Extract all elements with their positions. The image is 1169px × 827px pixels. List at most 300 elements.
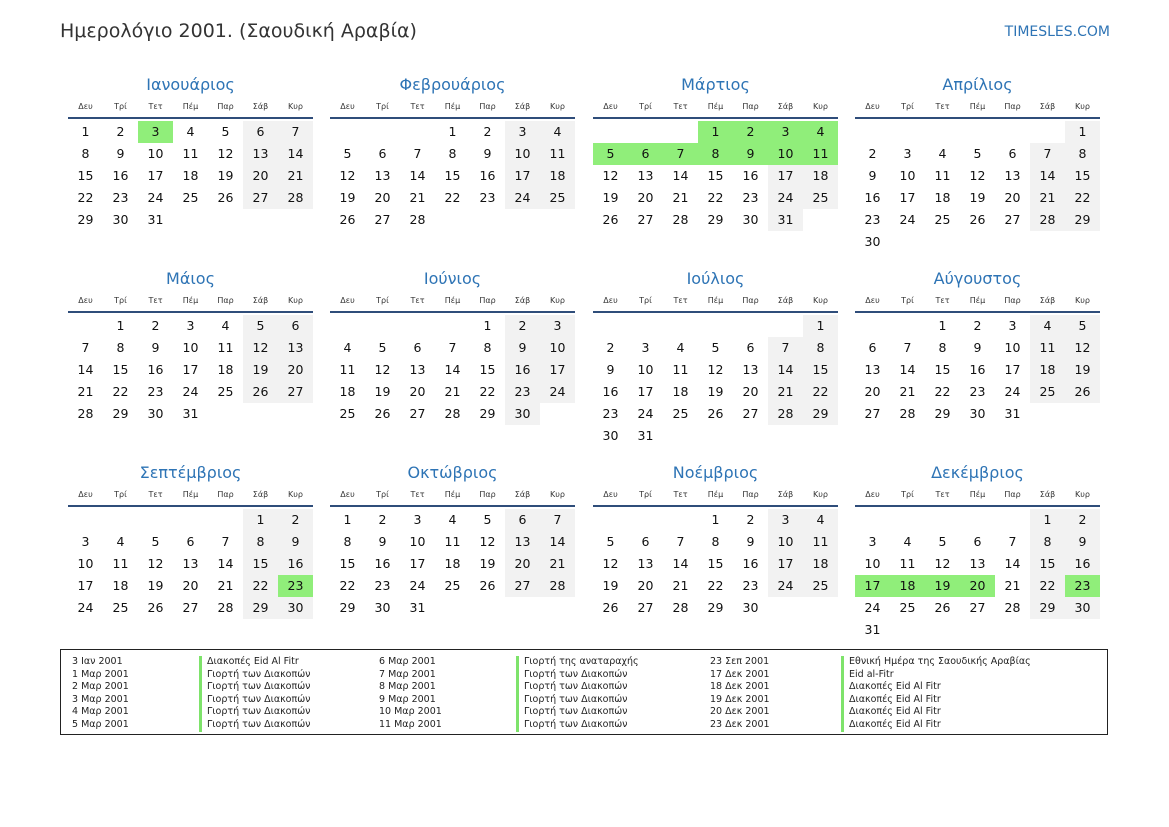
- day-cell[interactable]: 24: [182, 384, 199, 399]
- day-cell[interactable]: 27: [409, 406, 426, 421]
- day-cell[interactable]: 10: [637, 362, 654, 377]
- holiday-day-cell[interactable]: 9: [733, 143, 768, 165]
- day-cell[interactable]: 20: [637, 190, 654, 205]
- holiday-day-cell[interactable]: 18: [890, 575, 925, 597]
- day-cell[interactable]: 25: [899, 600, 916, 615]
- day-cell[interactable]: 2: [1065, 509, 1100, 531]
- holiday-day-cell[interactable]: 4: [803, 121, 838, 143]
- day-cell[interactable]: 22: [707, 190, 724, 205]
- day-cell[interactable]: 9: [278, 531, 313, 553]
- day-cell[interactable]: 28: [672, 212, 689, 227]
- day-cell[interactable]: 22: [444, 190, 461, 205]
- day-cell[interactable]: 13: [409, 362, 426, 377]
- day-cell[interactable]: 27: [505, 575, 540, 597]
- day-cell[interactable]: 9: [151, 340, 160, 355]
- day-cell[interactable]: 8: [1030, 531, 1065, 553]
- day-cell[interactable]: 9: [378, 534, 387, 549]
- day-cell[interactable]: 25: [803, 575, 838, 597]
- day-cell[interactable]: 25: [444, 578, 461, 593]
- day-cell[interactable]: 23: [479, 190, 496, 205]
- day-cell[interactable]: 27: [637, 212, 654, 227]
- day-cell[interactable]: 15: [803, 359, 838, 381]
- day-cell[interactable]: 22: [707, 578, 724, 593]
- day-cell[interactable]: 8: [803, 337, 838, 359]
- day-cell[interactable]: 11: [112, 556, 129, 571]
- day-cell[interactable]: 14: [77, 362, 94, 377]
- day-cell[interactable]: 1: [81, 124, 90, 139]
- day-cell[interactable]: 7: [540, 509, 575, 531]
- day-cell[interactable]: 17: [77, 578, 94, 593]
- day-cell[interactable]: 14: [672, 556, 689, 571]
- day-cell[interactable]: 19: [243, 359, 278, 381]
- day-cell[interactable]: 23: [602, 406, 619, 421]
- day-cell[interactable]: 13: [864, 362, 881, 377]
- day-cell[interactable]: 30: [864, 234, 881, 249]
- day-cell[interactable]: 21: [540, 553, 575, 575]
- day-cell[interactable]: 30: [1065, 597, 1100, 619]
- day-cell[interactable]: 26: [707, 406, 724, 421]
- day-cell[interactable]: 24: [409, 578, 426, 593]
- day-cell[interactable]: 6: [186, 534, 195, 549]
- holiday-day-cell[interactable]: 19: [925, 575, 960, 597]
- day-cell[interactable]: 4: [540, 121, 575, 143]
- day-cell[interactable]: 25: [803, 187, 838, 209]
- day-cell[interactable]: 14: [278, 143, 313, 165]
- day-cell[interactable]: 25: [339, 406, 356, 421]
- day-cell[interactable]: 29: [1030, 597, 1065, 619]
- day-cell[interactable]: 11: [934, 168, 951, 183]
- day-cell[interactable]: 24: [540, 381, 575, 403]
- day-cell[interactable]: 16: [1065, 553, 1100, 575]
- day-cell[interactable]: 20: [409, 384, 426, 399]
- day-cell[interactable]: 29: [479, 406, 496, 421]
- day-cell[interactable]: 26: [602, 600, 619, 615]
- day-cell[interactable]: 19: [147, 578, 164, 593]
- day-cell[interactable]: 19: [1065, 359, 1100, 381]
- holiday-day-cell[interactable]: 20: [960, 575, 995, 597]
- day-cell[interactable]: 31: [147, 212, 164, 227]
- day-cell[interactable]: 17: [899, 190, 916, 205]
- day-cell[interactable]: 12: [1065, 337, 1100, 359]
- day-cell[interactable]: 8: [938, 340, 947, 355]
- day-cell[interactable]: 24: [505, 187, 540, 209]
- day-cell[interactable]: 11: [182, 146, 199, 161]
- day-cell[interactable]: 8: [711, 534, 720, 549]
- day-cell[interactable]: 6: [278, 315, 313, 337]
- day-cell[interactable]: 11: [217, 340, 234, 355]
- day-cell[interactable]: 7: [278, 121, 313, 143]
- day-cell[interactable]: 8: [1065, 143, 1100, 165]
- day-cell[interactable]: 14: [1004, 556, 1021, 571]
- day-cell[interactable]: 28: [540, 575, 575, 597]
- day-cell[interactable]: 23: [864, 212, 881, 227]
- day-cell[interactable]: 29: [934, 406, 951, 421]
- day-cell[interactable]: 10: [540, 337, 575, 359]
- day-cell[interactable]: 5: [378, 340, 387, 355]
- day-cell[interactable]: 5: [938, 534, 947, 549]
- day-cell[interactable]: 28: [444, 406, 461, 421]
- day-cell[interactable]: 22: [479, 384, 496, 399]
- day-cell[interactable]: 8: [343, 534, 352, 549]
- day-cell[interactable]: 17: [637, 384, 654, 399]
- day-cell[interactable]: 30: [742, 212, 759, 227]
- day-cell[interactable]: 14: [768, 359, 803, 381]
- day-cell[interactable]: 30: [742, 600, 759, 615]
- day-cell[interactable]: 20: [637, 578, 654, 593]
- day-cell[interactable]: 25: [672, 406, 689, 421]
- day-cell[interactable]: 5: [151, 534, 160, 549]
- day-cell[interactable]: 11: [339, 362, 356, 377]
- day-cell[interactable]: 23: [147, 384, 164, 399]
- day-cell[interactable]: 26: [479, 578, 496, 593]
- day-cell[interactable]: 3: [1008, 318, 1017, 333]
- day-cell[interactable]: 22: [1065, 187, 1100, 209]
- day-cell[interactable]: 1: [1030, 509, 1065, 531]
- day-cell[interactable]: 1: [343, 512, 352, 527]
- day-cell[interactable]: 2: [116, 124, 125, 139]
- day-cell[interactable]: 3: [413, 512, 422, 527]
- day-cell[interactable]: 26: [602, 212, 619, 227]
- day-cell[interactable]: 1: [938, 318, 947, 333]
- day-cell[interactable]: 22: [339, 578, 356, 593]
- holiday-day-cell[interactable]: 17: [855, 575, 890, 597]
- day-cell[interactable]: 4: [343, 340, 352, 355]
- day-cell[interactable]: 2: [378, 512, 387, 527]
- day-cell[interactable]: 6: [1008, 146, 1017, 161]
- day-cell[interactable]: 29: [707, 212, 724, 227]
- day-cell[interactable]: 11: [540, 143, 575, 165]
- day-cell[interactable]: 14: [672, 168, 689, 183]
- day-cell[interactable]: 9: [1065, 531, 1100, 553]
- day-cell[interactable]: 15: [707, 168, 724, 183]
- day-cell[interactable]: 9: [973, 340, 982, 355]
- day-cell[interactable]: 14: [899, 362, 916, 377]
- day-cell[interactable]: 18: [112, 578, 129, 593]
- day-cell[interactable]: 5: [343, 146, 352, 161]
- day-cell[interactable]: 28: [409, 212, 426, 227]
- day-cell[interactable]: 10: [505, 143, 540, 165]
- day-cell[interactable]: 10: [409, 534, 426, 549]
- day-cell[interactable]: 7: [768, 337, 803, 359]
- day-cell[interactable]: 21: [217, 578, 234, 593]
- day-cell[interactable]: 15: [1065, 165, 1100, 187]
- day-cell[interactable]: 21: [899, 384, 916, 399]
- day-cell[interactable]: 14: [444, 362, 461, 377]
- day-cell[interactable]: 17: [409, 556, 426, 571]
- day-cell[interactable]: 7: [903, 340, 912, 355]
- day-cell[interactable]: 12: [479, 534, 496, 549]
- day-cell[interactable]: 26: [147, 600, 164, 615]
- day-cell[interactable]: 27: [278, 381, 313, 403]
- day-cell[interactable]: 11: [899, 556, 916, 571]
- day-cell[interactable]: 23: [969, 384, 986, 399]
- day-cell[interactable]: 5: [711, 340, 720, 355]
- day-cell[interactable]: 28: [77, 406, 94, 421]
- day-cell[interactable]: 2: [505, 315, 540, 337]
- day-cell[interactable]: 17: [768, 553, 803, 575]
- day-cell[interactable]: 31: [768, 209, 803, 231]
- day-cell[interactable]: 28: [672, 600, 689, 615]
- day-cell[interactable]: 17: [505, 165, 540, 187]
- site-link[interactable]: TIMESLES.COM: [1004, 24, 1110, 40]
- day-cell[interactable]: 12: [707, 362, 724, 377]
- day-cell[interactable]: 6: [868, 340, 877, 355]
- day-cell[interactable]: 1: [483, 318, 492, 333]
- day-cell[interactable]: 24: [768, 187, 803, 209]
- day-cell[interactable]: 30: [602, 428, 619, 443]
- day-cell[interactable]: 24: [77, 600, 94, 615]
- day-cell[interactable]: 21: [1004, 578, 1021, 593]
- day-cell[interactable]: 31: [864, 622, 881, 637]
- day-cell[interactable]: 25: [112, 600, 129, 615]
- day-cell[interactable]: 4: [186, 124, 195, 139]
- day-cell[interactable]: 17: [1004, 362, 1021, 377]
- day-cell[interactable]: 13: [742, 362, 759, 377]
- day-cell[interactable]: 15: [243, 553, 278, 575]
- day-cell[interactable]: 1: [116, 318, 125, 333]
- day-cell[interactable]: 5: [606, 534, 615, 549]
- holiday-day-cell[interactable]: 6: [628, 143, 663, 165]
- day-cell[interactable]: 13: [1004, 168, 1021, 183]
- day-cell[interactable]: 2: [973, 318, 982, 333]
- day-cell[interactable]: 19: [339, 190, 356, 205]
- holiday-day-cell[interactable]: 7: [663, 143, 698, 165]
- day-cell[interactable]: 11: [803, 531, 838, 553]
- day-cell[interactable]: 13: [505, 531, 540, 553]
- day-cell[interactable]: 29: [707, 600, 724, 615]
- day-cell[interactable]: 8: [81, 146, 90, 161]
- day-cell[interactable]: 2: [606, 340, 615, 355]
- holiday-day-cell[interactable]: 1: [698, 121, 733, 143]
- day-cell[interactable]: 24: [899, 212, 916, 227]
- day-cell[interactable]: 5: [221, 124, 230, 139]
- day-cell[interactable]: 12: [147, 556, 164, 571]
- day-cell[interactable]: 22: [112, 384, 129, 399]
- day-cell[interactable]: 20: [1004, 190, 1021, 205]
- day-cell[interactable]: 11: [444, 534, 461, 549]
- day-cell[interactable]: 12: [374, 362, 391, 377]
- day-cell[interactable]: 27: [182, 600, 199, 615]
- day-cell[interactable]: 3: [186, 318, 195, 333]
- day-cell[interactable]: 28: [278, 187, 313, 209]
- day-cell[interactable]: 8: [116, 340, 125, 355]
- day-cell[interactable]: 10: [182, 340, 199, 355]
- holiday-day-cell[interactable]: 11: [803, 143, 838, 165]
- day-cell[interactable]: 17: [182, 362, 199, 377]
- day-cell[interactable]: 12: [217, 146, 234, 161]
- day-cell[interactable]: 6: [641, 534, 650, 549]
- day-cell[interactable]: 18: [217, 362, 234, 377]
- day-cell[interactable]: 15: [112, 362, 129, 377]
- day-cell[interactable]: 25: [1030, 381, 1065, 403]
- day-cell[interactable]: 12: [339, 168, 356, 183]
- day-cell[interactable]: 16: [969, 362, 986, 377]
- day-cell[interactable]: 24: [637, 406, 654, 421]
- day-cell[interactable]: 26: [1065, 381, 1100, 403]
- day-cell[interactable]: 8: [243, 531, 278, 553]
- day-cell[interactable]: 13: [969, 556, 986, 571]
- holiday-day-cell[interactable]: 3: [768, 121, 803, 143]
- day-cell[interactable]: 6: [413, 340, 422, 355]
- day-cell[interactable]: 2: [483, 124, 492, 139]
- day-cell[interactable]: 23: [742, 190, 759, 205]
- day-cell[interactable]: 3: [903, 146, 912, 161]
- day-cell[interactable]: 16: [602, 384, 619, 399]
- day-cell[interactable]: 23: [112, 190, 129, 205]
- day-cell[interactable]: 18: [803, 165, 838, 187]
- day-cell[interactable]: 3: [81, 534, 90, 549]
- day-cell[interactable]: 16: [742, 556, 759, 571]
- day-cell[interactable]: 18: [444, 556, 461, 571]
- day-cell[interactable]: 18: [934, 190, 951, 205]
- day-cell[interactable]: 4: [903, 534, 912, 549]
- day-cell[interactable]: 22: [803, 381, 838, 403]
- day-cell[interactable]: 27: [1004, 212, 1021, 227]
- day-cell[interactable]: 19: [707, 384, 724, 399]
- day-cell[interactable]: 6: [746, 340, 755, 355]
- day-cell[interactable]: 24: [1004, 384, 1021, 399]
- day-cell[interactable]: 11: [672, 362, 689, 377]
- day-cell[interactable]: 4: [803, 509, 838, 531]
- day-cell[interactable]: 28: [217, 600, 234, 615]
- day-cell[interactable]: 26: [217, 190, 234, 205]
- day-cell[interactable]: 21: [672, 190, 689, 205]
- day-cell[interactable]: 15: [479, 362, 496, 377]
- day-cell[interactable]: 9: [505, 337, 540, 359]
- day-cell[interactable]: 14: [540, 531, 575, 553]
- holiday-day-cell[interactable]: 23: [278, 575, 313, 597]
- day-cell[interactable]: 2: [746, 512, 755, 527]
- day-cell[interactable]: 23: [374, 578, 391, 593]
- day-cell[interactable]: 22: [77, 190, 94, 205]
- day-cell[interactable]: 30: [147, 406, 164, 421]
- day-cell[interactable]: 19: [374, 384, 391, 399]
- day-cell[interactable]: 6: [973, 534, 982, 549]
- day-cell[interactable]: 26: [934, 600, 951, 615]
- day-cell[interactable]: 15: [707, 556, 724, 571]
- holiday-day-cell[interactable]: 2: [733, 121, 768, 143]
- day-cell[interactable]: 16: [742, 168, 759, 183]
- day-cell[interactable]: 24: [147, 190, 164, 205]
- day-cell[interactable]: 11: [1030, 337, 1065, 359]
- day-cell[interactable]: 20: [864, 384, 881, 399]
- day-cell[interactable]: 1: [448, 124, 457, 139]
- day-cell[interactable]: 12: [934, 556, 951, 571]
- day-cell[interactable]: 28: [1004, 600, 1021, 615]
- day-cell[interactable]: 28: [1030, 209, 1065, 231]
- day-cell[interactable]: 31: [409, 600, 426, 615]
- day-cell[interactable]: 7: [81, 340, 90, 355]
- holiday-day-cell[interactable]: 23: [1065, 575, 1100, 597]
- day-cell[interactable]: 12: [243, 337, 278, 359]
- day-cell[interactable]: 4: [676, 340, 685, 355]
- day-cell[interactable]: 30: [505, 403, 540, 425]
- day-cell[interactable]: 23: [742, 578, 759, 593]
- day-cell[interactable]: 20: [505, 553, 540, 575]
- day-cell[interactable]: 3: [505, 121, 540, 143]
- day-cell[interactable]: 25: [934, 212, 951, 227]
- day-cell[interactable]: 30: [374, 600, 391, 615]
- day-cell[interactable]: 26: [339, 212, 356, 227]
- holiday-day-cell[interactable]: 3: [138, 121, 173, 143]
- day-cell[interactable]: 4: [116, 534, 125, 549]
- day-cell[interactable]: 20: [182, 578, 199, 593]
- day-cell[interactable]: 6: [505, 509, 540, 531]
- day-cell[interactable]: 13: [637, 556, 654, 571]
- day-cell[interactable]: 10: [899, 168, 916, 183]
- day-cell[interactable]: 24: [864, 600, 881, 615]
- day-cell[interactable]: 16: [147, 362, 164, 377]
- day-cell[interactable]: 2: [868, 146, 877, 161]
- day-cell[interactable]: 18: [803, 553, 838, 575]
- day-cell[interactable]: 12: [602, 168, 619, 183]
- day-cell[interactable]: 4: [448, 512, 457, 527]
- day-cell[interactable]: 14: [1030, 165, 1065, 187]
- day-cell[interactable]: 18: [672, 384, 689, 399]
- day-cell[interactable]: 9: [746, 534, 755, 549]
- day-cell[interactable]: 29: [803, 403, 838, 425]
- day-cell[interactable]: 28: [899, 406, 916, 421]
- day-cell[interactable]: 19: [217, 168, 234, 183]
- day-cell[interactable]: 26: [243, 381, 278, 403]
- day-cell[interactable]: 21: [278, 165, 313, 187]
- day-cell[interactable]: 6: [378, 146, 387, 161]
- day-cell[interactable]: 24: [768, 575, 803, 597]
- day-cell[interactable]: 21: [409, 190, 426, 205]
- day-cell[interactable]: 3: [868, 534, 877, 549]
- day-cell[interactable]: 7: [413, 146, 422, 161]
- day-cell[interactable]: 31: [637, 428, 654, 443]
- day-cell[interactable]: 15: [934, 362, 951, 377]
- day-cell[interactable]: 16: [864, 190, 881, 205]
- day-cell[interactable]: 8: [483, 340, 492, 355]
- day-cell[interactable]: 26: [969, 212, 986, 227]
- day-cell[interactable]: 15: [444, 168, 461, 183]
- day-cell[interactable]: 21: [444, 384, 461, 399]
- day-cell[interactable]: 1: [1065, 121, 1100, 143]
- day-cell[interactable]: 14: [409, 168, 426, 183]
- holiday-day-cell[interactable]: 5: [593, 143, 628, 165]
- day-cell[interactable]: 3: [641, 340, 650, 355]
- holiday-day-cell[interactable]: 8: [698, 143, 733, 165]
- day-cell[interactable]: 17: [768, 165, 803, 187]
- day-cell[interactable]: 15: [1030, 553, 1065, 575]
- day-cell[interactable]: 2: [278, 509, 313, 531]
- day-cell[interactable]: 31: [1004, 406, 1021, 421]
- day-cell[interactable]: 25: [182, 190, 199, 205]
- day-cell[interactable]: 9: [868, 168, 877, 183]
- day-cell[interactable]: 16: [278, 553, 313, 575]
- day-cell[interactable]: 5: [243, 315, 278, 337]
- day-cell[interactable]: 27: [969, 600, 986, 615]
- day-cell[interactable]: 18: [182, 168, 199, 183]
- day-cell[interactable]: 20: [278, 359, 313, 381]
- day-cell[interactable]: 19: [969, 190, 986, 205]
- day-cell[interactable]: 4: [938, 146, 947, 161]
- day-cell[interactable]: 31: [182, 406, 199, 421]
- day-cell[interactable]: 19: [479, 556, 496, 571]
- day-cell[interactable]: 27: [374, 212, 391, 227]
- day-cell[interactable]: 29: [1065, 209, 1100, 231]
- day-cell[interactable]: 6: [243, 121, 278, 143]
- day-cell[interactable]: 8: [448, 146, 457, 161]
- day-cell[interactable]: 18: [540, 165, 575, 187]
- day-cell[interactable]: 20: [374, 190, 391, 205]
- day-cell[interactable]: 13: [637, 168, 654, 183]
- day-cell[interactable]: 7: [1030, 143, 1065, 165]
- day-cell[interactable]: 29: [77, 212, 94, 227]
- day-cell[interactable]: 13: [182, 556, 199, 571]
